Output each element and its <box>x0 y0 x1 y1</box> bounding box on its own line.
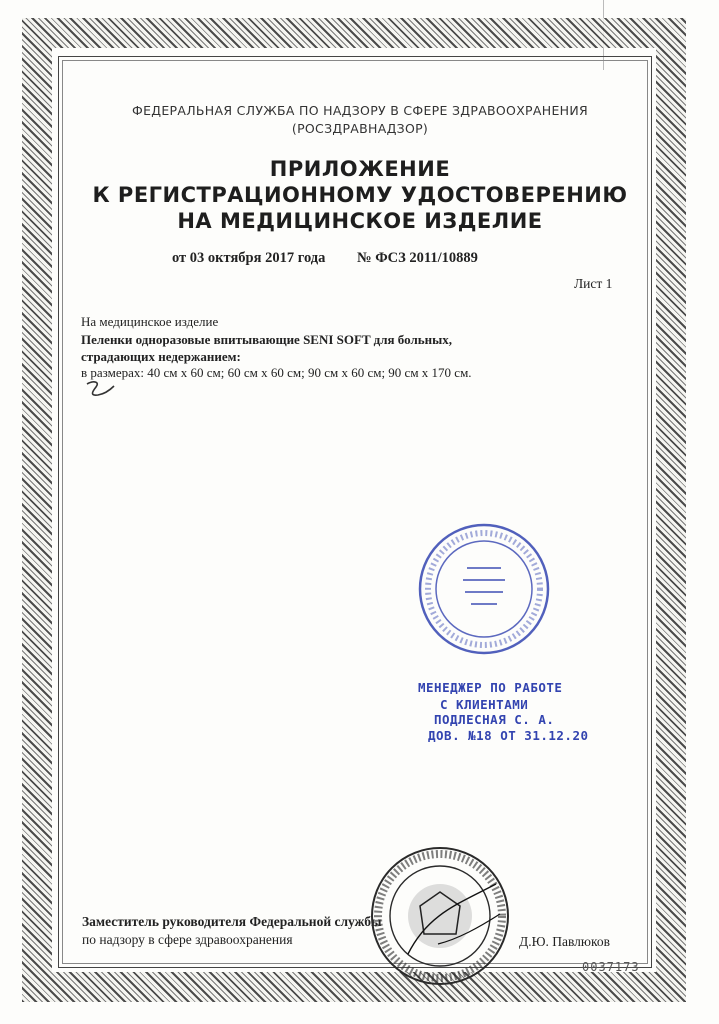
company-round-stamp-icon <box>415 520 553 658</box>
manager-stamp-line-2: С КЛИЕНТАМИ <box>440 697 529 712</box>
serial-number: 0037173 <box>582 960 640 974</box>
signer-name: Д.Ю. Павлюков <box>519 934 610 949</box>
date-and-number <box>172 250 506 267</box>
handwritten-mark-icon <box>84 378 118 400</box>
agency-abbreviation: (РОСЗДРАВНАДЗОР) <box>291 121 429 136</box>
product-name-continued: страдающих недержанием: <box>81 349 241 364</box>
registration-number: № ФСЗ 2011/10889 <box>357 250 478 266</box>
document-subtitle-1: К РЕГИСТРАЦИОННОМУ УДОСТОВЕРЕНИЮ <box>92 183 628 207</box>
manager-stamp-line-3: ПОДЛЕСНАЯ С. А. <box>434 712 555 727</box>
document-subtitle-2: НА МЕДИЦИНСКОЕ ИЗДЕЛИЕ <box>177 209 543 233</box>
issue-date: от 03 октября 2017 года <box>172 250 326 266</box>
official-seal-icon <box>368 844 512 988</box>
body-intro: На медицинское изделие <box>81 314 219 329</box>
signer-title: Заместитель руководителя Федеральной службы <box>82 914 382 929</box>
document-title: ПРИЛОЖЕНИЕ <box>269 157 451 181</box>
manager-stamp-line-1: МЕНЕДЖЕР ПО РАБОТЕ <box>418 680 563 695</box>
manager-stamp-line-4: ДОВ. №18 ОТ 31.12.20 <box>428 728 589 743</box>
signer-title-continued: по надзору в сфере здравоохранения <box>82 932 293 947</box>
product-sizes: в размерах: 40 см х 60 см; 60 см х 60 см; 90 см х 60 см; 90 см х 170 см. <box>81 365 472 380</box>
agency-name: ФЕДЕРАЛЬНАЯ СЛУЖБА ПО НАДЗОРУ В СФЕРЕ ЗДРАВООХРАНЕНИЯ <box>132 103 588 118</box>
product-name: Пеленки одноразовые впитывающие SENI SOFT для больных, <box>81 332 453 347</box>
sheet-number: Лист 1 <box>574 276 613 291</box>
